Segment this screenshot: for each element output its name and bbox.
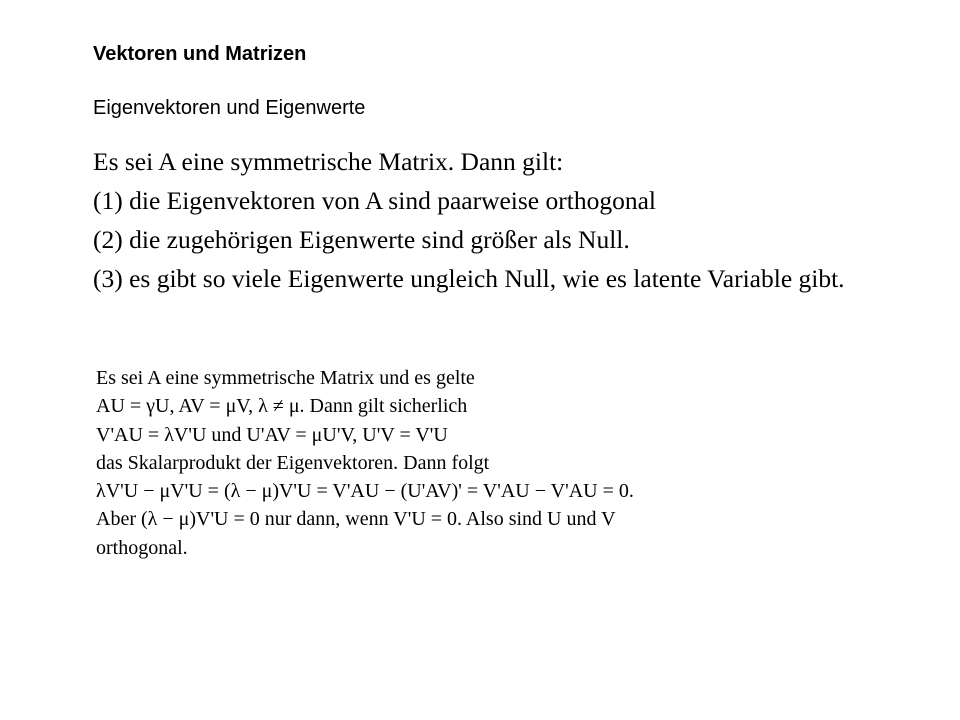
proof-line-1: Es sei A eine symmetrische Matrix und es gelte	[96, 367, 475, 389]
theorem-line-2: (1) die Eigenvektoren von A sind paarweise orthogonal	[93, 186, 656, 215]
proof-line-6: Aber (λ − μ)V'U = 0 nur dann, wenn V'U = 0. Also sind U und V	[96, 508, 616, 531]
theorem-line-3: (2) die zugehörigen Eigenwerte sind größer als Null.	[93, 225, 630, 254]
proof-line-5: λV'U − μV'U = (λ − μ)V'U = V'AU − (U'AV)' = V'AU − V'AU = 0.	[96, 480, 634, 503]
theorem-block	[93, 142, 845, 298]
slide-subtitle: Eigenvektoren und Eigenwerte	[93, 97, 366, 119]
theorem-line-1: Es sei A eine symmetrische Matrix. Dann gilt:	[93, 147, 564, 176]
proof-line-2: AU = γU, AV = μV, λ ≠ μ. Dann gilt sicherlich	[96, 395, 468, 418]
proof-line-4: das Skalarprodukt der Eigenvektoren. Dann folgt	[96, 451, 490, 474]
proof-line-3: V'AU = λV'U und U'AV = μU'V, U'V = V'U	[96, 423, 448, 446]
slide-title: Vektoren und Matrizen	[93, 43, 307, 65]
proof-line-7: orthogonal.	[96, 536, 188, 559]
theorem-line-4: (3) es gibt so viele Eigenwerte ungleich Null, wie es latente Variable gibt.	[93, 264, 845, 293]
proof-block	[96, 364, 634, 562]
